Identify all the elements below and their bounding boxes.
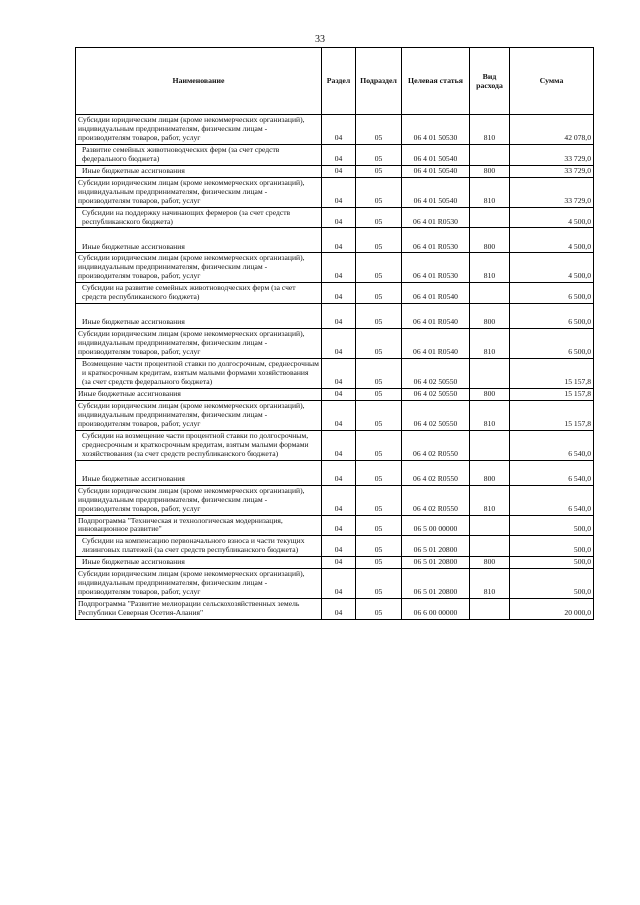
row-section: 04: [322, 569, 356, 599]
table-row: [76, 329, 594, 359]
row-subsection: 05: [356, 388, 402, 400]
row-name: Иные бюджетные ассигнования: [76, 388, 322, 400]
row-sum: 42 078,0: [510, 115, 594, 145]
table-row: [76, 536, 594, 557]
table-header-row: [76, 48, 594, 115]
row-section: 04: [322, 207, 356, 228]
table-row: [76, 304, 594, 329]
row-target: 06 4 01 50540: [402, 144, 470, 165]
row-subsection: 05: [356, 253, 402, 283]
row-name: Подпрограмма "Техническая и технологическая модернизация, инновационное развитие": [76, 515, 322, 536]
row-name: Подпрограмма "Развитие мелиорации сельскохозяйственных земель Республики Северная Осетия-Алания": [76, 599, 322, 620]
row-name: Субсидии юридическим лицам (кроме некоммерческих организаций), индивидуальным предпринимателям, физическим лицам - производителям товаров, работ, услуг: [76, 329, 322, 359]
row-subsection: 05: [356, 207, 402, 228]
row-sum: 20 000,0: [510, 599, 594, 620]
row-expense-type: [470, 283, 510, 304]
row-subsection: 05: [356, 144, 402, 165]
row-sum: 4 500,0: [510, 207, 594, 228]
row-section: 04: [322, 144, 356, 165]
table-row: [76, 485, 594, 515]
table-row: [76, 430, 594, 460]
table-row: [76, 144, 594, 165]
row-target: 06 4 02 50550: [402, 359, 470, 389]
row-target: 06 4 01 R0540: [402, 329, 470, 359]
header-name: Наименование: [76, 48, 322, 115]
row-expense-type: 800: [470, 165, 510, 177]
table-row: [76, 253, 594, 283]
table-row: [76, 359, 594, 389]
row-subsection: 05: [356, 400, 402, 430]
row-name: Субсидии юридическим лицам (кроме некоммерческих организаций), индивидуальным предпринимателям, физическим лицам - производителям товаров, работ, услуг: [76, 115, 322, 145]
row-sum: 15 157,8: [510, 359, 594, 389]
row-section: 04: [322, 304, 356, 329]
row-target: 06 6 00 00000: [402, 599, 470, 620]
row-sum: 6 500,0: [510, 304, 594, 329]
row-subsection: 05: [356, 304, 402, 329]
row-section: 04: [322, 460, 356, 485]
row-section: 04: [322, 388, 356, 400]
row-section: 04: [322, 329, 356, 359]
row-expense-type: 810: [470, 485, 510, 515]
row-section: 04: [322, 165, 356, 177]
row-sum: 6 500,0: [510, 283, 594, 304]
row-sum: 33 729,0: [510, 144, 594, 165]
row-name: Иные бюджетные ассигнования: [76, 304, 322, 329]
row-subsection: 05: [356, 557, 402, 569]
table-row: [76, 557, 594, 569]
table-row: [76, 400, 594, 430]
table-row: [76, 228, 594, 253]
row-name: Субсидии юридическим лицам (кроме некоммерческих организаций), индивидуальным предпринимателям, физическим лицам - производителям товаров, работ, услуг: [76, 569, 322, 599]
row-subsection: 05: [356, 115, 402, 145]
row-subsection: 05: [356, 485, 402, 515]
budget-table: [75, 47, 594, 620]
header-section: Раздел: [322, 48, 356, 115]
row-section: 04: [322, 400, 356, 430]
table-body: [76, 115, 594, 620]
row-target: 06 5 00 00000: [402, 515, 470, 536]
row-expense-type: 810: [470, 329, 510, 359]
row-expense-type: 810: [470, 177, 510, 207]
row-expense-type: [470, 515, 510, 536]
row-expense-type: [470, 536, 510, 557]
row-section: 04: [322, 557, 356, 569]
table-row: [76, 569, 594, 599]
row-section: 04: [322, 253, 356, 283]
table-row: [76, 283, 594, 304]
row-expense-type: [470, 144, 510, 165]
table-row: [76, 599, 594, 620]
row-expense-type: 810: [470, 253, 510, 283]
row-sum: 4 500,0: [510, 228, 594, 253]
row-expense-type: 810: [470, 115, 510, 145]
header-expense-type: Вид расхода: [470, 48, 510, 115]
row-name: Иные бюджетные ассигнования: [76, 165, 322, 177]
row-sum: 15 157,8: [510, 388, 594, 400]
row-expense-type: [470, 207, 510, 228]
row-target: 06 4 01 50540: [402, 177, 470, 207]
table-row: [76, 165, 594, 177]
row-sum: 4 500,0: [510, 253, 594, 283]
table-row: [76, 388, 594, 400]
row-target: 06 5 01 20800: [402, 569, 470, 599]
row-sum: 6 540,0: [510, 430, 594, 460]
row-expense-type: [470, 599, 510, 620]
row-target: 06 4 01 R0540: [402, 304, 470, 329]
row-name: Субсидии на возмещение части процентной ставки по долгосрочным, среднесрочным и краткосрочным кредитам, взятым малыми формами хозяйствования (за счет средств республиканского бюджета): [76, 430, 322, 460]
row-subsection: 05: [356, 599, 402, 620]
row-name: Субсидии юридическим лицам (кроме некоммерческих организаций), индивидуальным предпринимателям, физическим лицам - производителям товаров, работ, услуг: [76, 400, 322, 430]
row-target: 06 4 01 50530: [402, 115, 470, 145]
row-sum: 15 157,8: [510, 400, 594, 430]
row-sum: 33 729,0: [510, 165, 594, 177]
header-subsection: Подраздел: [356, 48, 402, 115]
row-subsection: 05: [356, 177, 402, 207]
row-subsection: 05: [356, 165, 402, 177]
row-section: 04: [322, 283, 356, 304]
row-subsection: 05: [356, 283, 402, 304]
row-expense-type: 800: [470, 304, 510, 329]
row-target: 06 4 01 R0530: [402, 253, 470, 283]
row-expense-type: 810: [470, 400, 510, 430]
row-target: 06 4 01 R0530: [402, 228, 470, 253]
row-section: 04: [322, 536, 356, 557]
table-row: [76, 515, 594, 536]
row-target: 06 4 01 R0530: [402, 207, 470, 228]
row-name: Возмещение части процентной ставки по долгосрочным, среднесрочным и краткосрочным кредитам, взятым малыми формами хозяйствования (за счет средств федерального бюджета): [76, 359, 322, 389]
row-target: 06 5 01 20800: [402, 557, 470, 569]
row-expense-type: 800: [470, 557, 510, 569]
row-section: 04: [322, 485, 356, 515]
row-subsection: 05: [356, 515, 402, 536]
row-sum: 500,0: [510, 536, 594, 557]
table-row: [76, 115, 594, 145]
row-section: 04: [322, 177, 356, 207]
row-sum: 6 540,0: [510, 460, 594, 485]
row-target: 06 4 02 50550: [402, 388, 470, 400]
header-target: Целевая статья: [402, 48, 470, 115]
row-target: 06 4 02 R0550: [402, 430, 470, 460]
row-sum: 33 729,0: [510, 177, 594, 207]
row-name: Иные бюджетные ассигнования: [76, 460, 322, 485]
row-sum: 6 500,0: [510, 329, 594, 359]
row-subsection: 05: [356, 329, 402, 359]
row-sum: 500,0: [510, 557, 594, 569]
row-name: Развитие семейных животноводческих ферм (за счет средств федерального бюджета): [76, 144, 322, 165]
table-row: [76, 177, 594, 207]
row-target: 06 4 02 R0550: [402, 485, 470, 515]
row-section: 04: [322, 515, 356, 536]
page-number: 33: [315, 34, 325, 45]
row-subsection: 05: [356, 569, 402, 599]
row-subsection: 05: [356, 430, 402, 460]
row-sum: 500,0: [510, 569, 594, 599]
row-target: 06 4 02 50550: [402, 400, 470, 430]
row-expense-type: [470, 430, 510, 460]
row-expense-type: [470, 359, 510, 389]
table-row: [76, 207, 594, 228]
row-section: 04: [322, 228, 356, 253]
table-row: [76, 460, 594, 485]
row-subsection: 05: [356, 460, 402, 485]
row-name: Субсидии юридическим лицам (кроме некоммерческих организаций), индивидуальным предпринимателям, физическим лицам - производителям товаров, работ, услуг: [76, 177, 322, 207]
row-section: 04: [322, 359, 356, 389]
row-section: 04: [322, 599, 356, 620]
row-name: Субсидии юридическим лицам (кроме некоммерческих организаций), индивидуальным предпринимателям, физическим лицам - производителям товаров, работ, услуг: [76, 253, 322, 283]
row-section: 04: [322, 115, 356, 145]
row-name: Субсидии на развитие семейных животноводческих ферм (за счет средств республиканского бюджета): [76, 283, 322, 304]
row-sum: 6 540,0: [510, 485, 594, 515]
row-target: 06 4 02 R0550: [402, 460, 470, 485]
row-expense-type: 800: [470, 388, 510, 400]
row-subsection: 05: [356, 228, 402, 253]
row-name: Субсидии на компенсацию первоначального взноса и части текущих лизинговых платежей (за счет средств республиканского бюджета): [76, 536, 322, 557]
row-name: Субсидии на поддержку начинающих фермеров (за счет средств республиканского бюджета): [76, 207, 322, 228]
row-subsection: 05: [356, 536, 402, 557]
row-expense-type: 800: [470, 460, 510, 485]
row-name: Иные бюджетные ассигнования: [76, 228, 322, 253]
row-target: 06 4 01 50540: [402, 165, 470, 177]
row-target: 06 4 01 R0540: [402, 283, 470, 304]
row-sum: 500,0: [510, 515, 594, 536]
header-sum: Сумма: [510, 48, 594, 115]
row-section: 04: [322, 430, 356, 460]
row-target: 06 5 01 20800: [402, 536, 470, 557]
row-name: Иные бюджетные ассигнования: [76, 557, 322, 569]
row-name: Субсидии юридическим лицам (кроме некоммерческих организаций), индивидуальным предпринимателям, физическим лицам - производителям товаров, работ, услуг: [76, 485, 322, 515]
row-expense-type: 800: [470, 228, 510, 253]
row-subsection: 05: [356, 359, 402, 389]
row-expense-type: 810: [470, 569, 510, 599]
